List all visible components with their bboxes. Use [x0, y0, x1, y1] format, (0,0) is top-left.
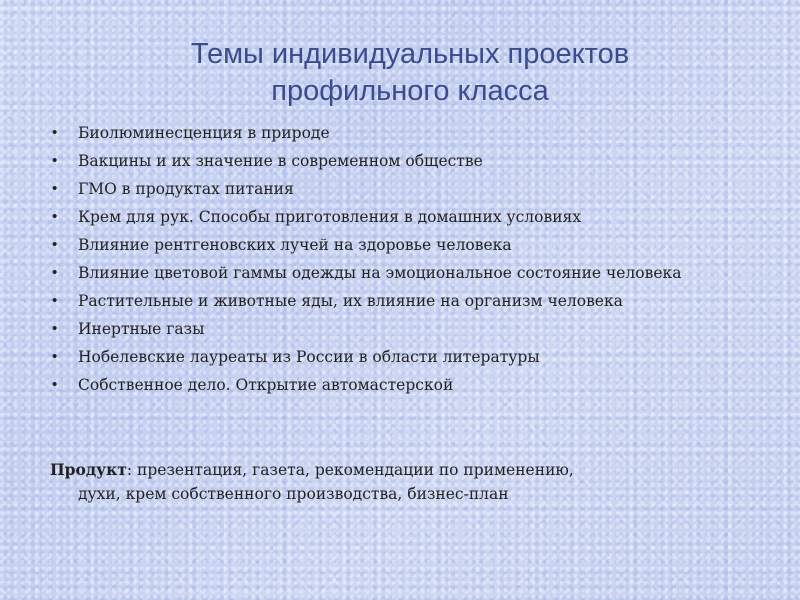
- bullet-icon: •: [52, 236, 58, 253]
- list-item: [50, 206, 780, 228]
- list-item: [50, 262, 780, 284]
- list-item-text: Инертные газы: [78, 320, 205, 338]
- list-item: [50, 346, 780, 368]
- bullet-icon: •: [52, 264, 58, 281]
- bullet-icon: •: [52, 376, 58, 393]
- bullet-icon: •: [52, 320, 58, 337]
- list-item: [50, 234, 780, 256]
- bullet-icon: •: [52, 208, 58, 225]
- list-item-text: Нобелевские лауреаты из России в области литературы: [78, 348, 540, 366]
- topics-list: [50, 122, 780, 402]
- list-item: [50, 178, 780, 200]
- product-label: Продукт: [50, 460, 127, 479]
- list-item: [50, 318, 780, 340]
- list-item-text: Влияние цветовой гаммы одежды на эмоциональное состояние человека: [78, 264, 682, 282]
- slide-title-line1: Темы индивидуальных проектов: [190, 38, 630, 70]
- list-item: [50, 290, 780, 312]
- list-item-text: Крем для рук. Способы приготовления в домашних условиях: [78, 208, 582, 226]
- list-item: [50, 122, 780, 144]
- list-item: [50, 374, 780, 396]
- bullet-icon: •: [52, 348, 58, 365]
- bullet-icon: •: [52, 180, 58, 197]
- list-item-text: Вакцины и их значение в современном обществе: [78, 152, 483, 170]
- product-text-line2: духи, крем собственного производства, бизнес-план: [78, 485, 509, 503]
- list-item-text: Растительные и животные яды, их влияние на организм человека: [78, 292, 623, 310]
- list-item-text: Влияние рентгеновских лучей на здоровье человека: [78, 236, 512, 254]
- bullet-icon: •: [52, 152, 58, 169]
- list-item-text: Собственное дело. Открытие автомастерской: [78, 376, 454, 394]
- bullet-icon: •: [52, 124, 58, 141]
- list-item: [50, 150, 780, 172]
- slide-title-line2: профильного класса: [271, 75, 549, 107]
- product-text-line1: : презентация, газета, рекомендации по применению,: [126, 461, 574, 479]
- list-item-text: Биолюминесценция в природе: [78, 124, 330, 142]
- bullet-icon: •: [52, 292, 58, 309]
- slide-title: [60, 36, 760, 110]
- product-paragraph: [50, 458, 750, 506]
- list-item-text: ГМО в продуктах питания: [78, 180, 294, 198]
